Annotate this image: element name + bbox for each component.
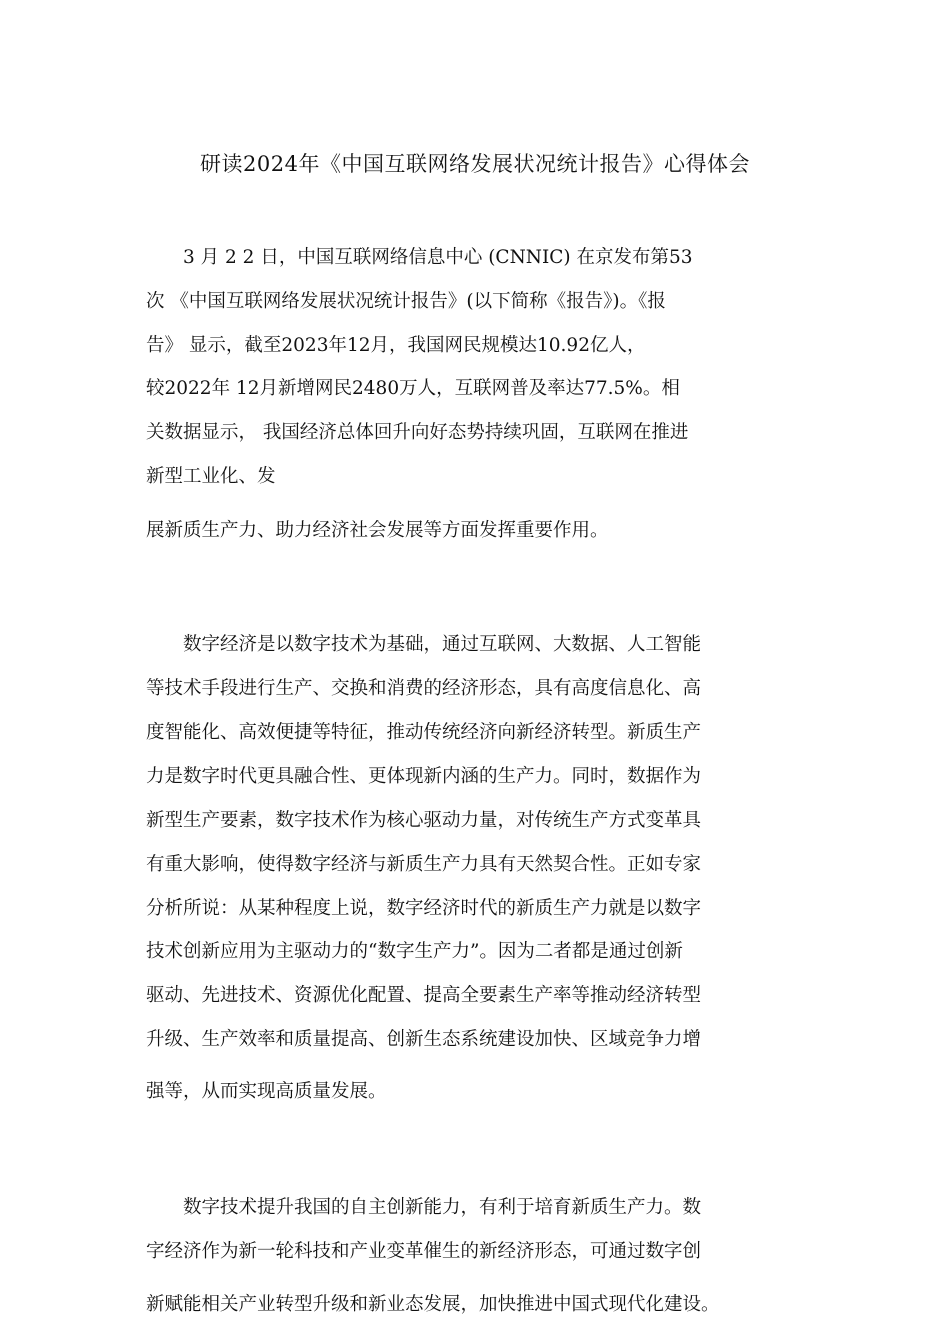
paragraph-2-line-11: 强等，从而实现高质量发展。: [146, 1081, 387, 1102]
paragraph-3-line-2: 字经济作为新一轮科技和产业变革催生的新经济形态，可通过数字创: [146, 1241, 702, 1262]
paragraph-1-line-3: 告》 显示，截至2023年12月，我国网民规模达10.92亿人，: [146, 335, 646, 356]
paragraph-2-line-3: 度智能化、高效便捷等特征，推动传统经济向新经济转型。新质生产: [146, 722, 702, 743]
paragraph-2-line-4: 力是数字时代更具融合性、更体现新内涵的生产力。同时，数据作为: [146, 766, 702, 787]
paragraph-2-line-8: 技术创新应用为主驱动力的“数字生产力”。因为二者都是通过创新: [146, 941, 683, 962]
paragraph-2-line-9: 驱动、先进技术、资源优化配置、提高全要素生产率等推动经济转型: [146, 985, 702, 1006]
paragraph-1-line-7: 展新质生产力、助力经济社会发展等方面发挥重要作用。: [146, 520, 609, 541]
paragraph-1-line-1: 3 月 2 2 日，中国互联网络信息中心 (CNNIC) 在京发布第53: [183, 247, 693, 268]
paragraph-1-line-6: 新型工业化、发: [146, 466, 276, 487]
document-title: 研读2024年《中国互联网络发展状况统计报告》心得体会: [200, 152, 750, 176]
paragraph-2-line-1: 数字经济是以数字技术为基础，通过互联网、大数据、人工智能: [183, 634, 702, 655]
paragraph-1-line-2: 次 《中国互联网络发展状况统计报告》(以下简称《报告》)。《报: [146, 291, 666, 312]
paragraph-1-line-4: 较2022年 12月新增网民2480万人，互联网普及率达77.5%。相: [146, 378, 680, 399]
paragraph-2-line-7: 分析所说：从某种程度上说，数字经济时代的新质生产力就是以数字: [146, 898, 702, 919]
paragraph-2-line-10: 升级、生产效率和质量提高、创新生态系统建设加快、区域竞争力增: [146, 1029, 702, 1050]
paragraph-2-line-2: 等技术手段进行生产、交换和消费的经济形态，具有高度信息化、高: [146, 678, 702, 699]
paragraph-3-line-1: 数字技术提升我国的自主创新能力，有利于培育新质生产力。数: [183, 1197, 702, 1218]
paragraph-1-line-5: 关数据显示， 我国经济总体回升向好态势持续巩固，互联网在推进: [146, 422, 689, 443]
paragraph-2-line-5: 新型生产要素，数字技术作为核心驱动力量，对传统生产方式变革具: [146, 810, 702, 831]
paragraph-3-line-3: 新赋能相关产业转型升级和新业态发展，加快推进中国式现代化建设。: [146, 1294, 720, 1315]
paragraph-2-line-6: 有重大影响，使得数字经济与新质生产力具有天然契合性。正如专家: [146, 854, 702, 875]
